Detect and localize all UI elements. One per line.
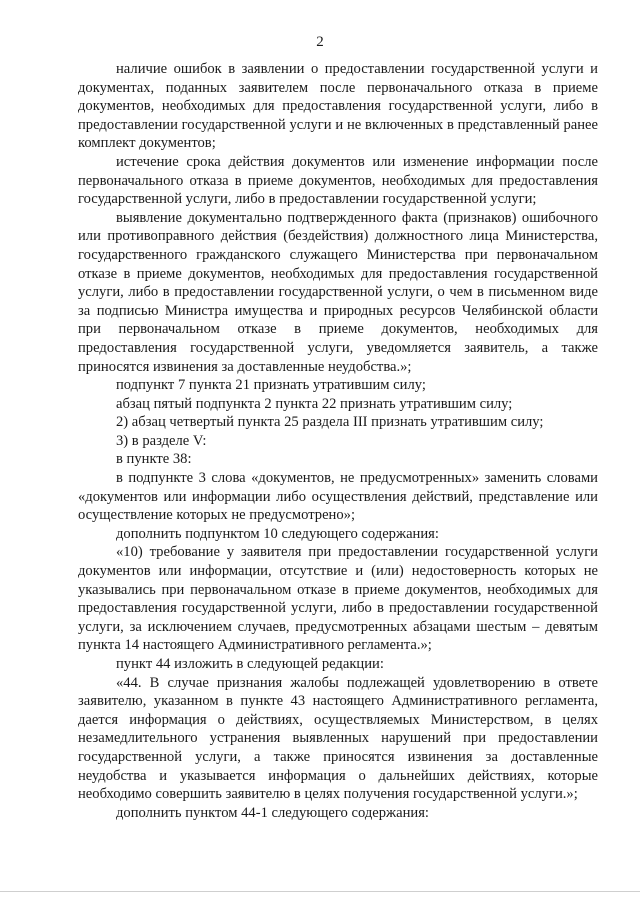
paragraph: в подпункте 3 слова «документов, не предусмотренных» заменить словами «документов или информации либо осуществления действий, представление или осуществление которых не предусмотрено»; [78,470,598,524]
paragraph: 2) абзац четвертый пункта 25 раздела III признать утратившим силу; [116,414,544,431]
paragraph: «44. В случае признания жалобы подлежащей удовлетворению в ответе заявителю, указанном в пункте 43 настоящего Административного регламента, дается информация о действиях, осуществляемых Министерством, в целях незамедлительного устранения выявленных нарушений при предоставлении государственной услуги, а также приносятся извинения за доставленные неудобства и указывается информация о дальнейших действиях, которые необходимо совершить заявителю в целях получения государственной услуги.»; [78,674,598,803]
paragraph: выявление документально подтвержденного факта (признаков) ошибочного или противоправного действия (бездействия) должностного лица Министерства, государственного гражданского служащего Министерства при первоначальном отказе в приеме документов, необходимых для предоставления государственной услуги, либо в предоставлении государственной услуги, о чем в письменном виде за подписью Министра имущества и природных ресурсов Челябинской области при первоначальном отказе в приеме документов, необходимых для предоставления государственной услуги, уведомляется заявитель, а также приносятся извинения за доставленные неудобства.»; [78,209,598,375]
page-number: 2 [316,34,324,50]
paragraph: абзац пятый подпункта 2 пункта 22 признать утратившим силу; [116,395,513,412]
paragraph: дополнить пунктом 44-1 следующего содержания: [116,804,429,821]
paragraph: подпункт 7 пункта 21 признать утратившим силу; [116,377,426,394]
paragraph: истечение срока действия документов или изменение информации после первоначального отказа в приеме документов, необходимых для предоставления государственной услуги, либо в предоставлении государственной услуги; [78,153,598,208]
paragraph: в пункте 38: [116,451,192,468]
paragraph: «10) требование у заявителя при предоставлении государственной услуги документов или информации, отсутствие и (или) недостоверность которых не указывались при первоначальном отказе в приеме документов, необходимых для предоставления государственной услуги, либо в предоставлении государственной услуги, за исключением случаев, предусмотренных абзацами шестым – девятым пункта 14 настоящего Административного регламента.»; [78,544,598,654]
paragraph: наличие ошибок в заявлении о предоставлении государственной услуги и документах, поданных заявителем после первоначального отказа в приеме документов, необходимых для предоставления государственной услуги, либо в предоставлении государственной услуги и не включенных в представленный ранее комплект документов; [78,61,598,152]
paragraph: 3) в разделе V: [116,432,207,449]
paragraph: дополнить подпунктом 10 следующего содержания: [116,525,439,542]
document-body [78,60,598,822]
paragraph: пункт 44 изложить в следующей редакции: [116,656,384,672]
page-bottom-edge [0,891,640,892]
